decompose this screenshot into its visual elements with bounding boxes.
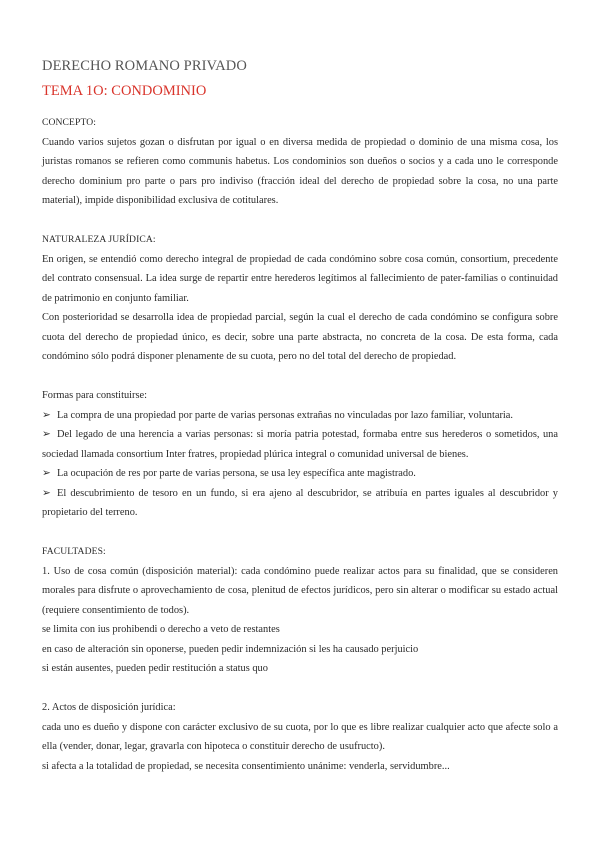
arrow-bullet-icon: ➢ [42, 487, 51, 499]
document-body [42, 113, 558, 776]
list-item [42, 425, 558, 464]
facultad-line: si están ausentes, pueden pedir restitución a status quo [42, 663, 268, 674]
concepto-paragraph: Cuando varios sujetos gozan o disfrutan por igual o en diversa medida de propiedad o dominio de una misma cosa, los juristas romanos se refieren como communis habetus. Los condominios son dueños o socios y a cada uno le corresponde derecho dominium pro parte o pars pro indiviso (fracción ideal del derecho de propiedad sobre la cosa, no una parte material), impide disponibilidad exclusiva de cotitulares. [42, 136, 558, 206]
spacer [42, 367, 558, 387]
spacer [42, 523, 558, 543]
arrow-bullet-icon: ➢ [42, 468, 51, 479]
list-item [42, 464, 558, 484]
list-item-text: Del legado de una herencia a varias personas: si moría patria potestad, formaba entre sus herederos o sometidos, una sociedad llamada consortium Inter fratres, propiedad plúrica integral o comunidad universal de bienes. [42, 429, 558, 460]
section-heading-facultades: FACULTADES: [42, 546, 106, 557]
facultad-item-1: 1. Uso de cosa común (disposición material): cada condómino puede realizar actos para su finalidad, que se consideren morales para disfrute o aprovechamiento de cosa, plenitud de efectos jurídicos, pero sin alterar o modificar su estado actual (requiere consentimiento de todos). [42, 565, 558, 616]
list-item-text: El descubrimiento de tesoro en un fundo, si era ajeno al descubridor, se atribuía en partes iguales al descubridor y propietario del terreno. [42, 487, 558, 518]
facultad-line: cada uno es dueño y dispone con carácter exclusivo de su cuota, por lo que es libre realizar cualquier acto que afecte solo a ella (vender, donar, legar, gravarla con hipoteca o constituir derecho de usufructo). [42, 721, 558, 752]
list-item-text: La compra de una propiedad por parte de varias personas extrañas no vinculadas por lazo familiar, voluntaria. [57, 409, 514, 421]
arrow-bullet-icon: ➢ [42, 409, 51, 421]
facultad-line: en caso de alteración sin oponerse, pueden pedir indemnización si les ha causado perjuicio [42, 643, 419, 655]
facultad-line: si afecta a la totalidad de propiedad, se necesita consentimiento unánime: venderla, servidumbre... [42, 760, 450, 772]
facultad-line: se limita con ius prohibendi o derecho a veto de restantes [42, 624, 280, 635]
list-item [42, 406, 558, 426]
naturaleza-paragraph-2: Con posterioridad se desarrolla idea de propiedad parcial, según la cual el derecho de cada condómino se configura sobre cuota del derecho de propiedad único, es decir, sobre una parte abstracta, no concreta de la cosa. De esta forma, cada condómino sólo podrá disponer plenamente de su cuota, pero no del total del derecho de propiedad. [42, 312, 558, 362]
list-item-text: La ocupación de res por parte de varias persona, se usa ley específica ante magistrado. [57, 468, 416, 479]
spacer [42, 211, 558, 231]
topic-title: TEMA 1O: CONDOMINIO [42, 83, 207, 99]
spacer [42, 679, 558, 699]
section-heading-concepto: CONCEPTO: [42, 117, 97, 128]
document-title: DERECHO ROMANO PRIVADO [42, 58, 247, 74]
naturaleza-paragraph-1: En origen, se entendió como derecho integral de propiedad de cada condómino sobre cosa común, consortium, precedente del contrato consensual. La idea surge de repartir entre herederos legítimos al fallecimiento de pater-familias o continuidad de patrimonio en conjunto familiar. [42, 253, 558, 304]
section-heading-formas: Formas para constituirse: [42, 390, 148, 401]
section-heading-naturaleza: NATURALEZA JURÍDICA: [42, 234, 156, 245]
facultad-item-2: 2. Actos de disposición jurídica: [42, 702, 176, 713]
list-item [42, 484, 558, 523]
arrow-bullet-icon: ➢ [42, 429, 51, 440]
